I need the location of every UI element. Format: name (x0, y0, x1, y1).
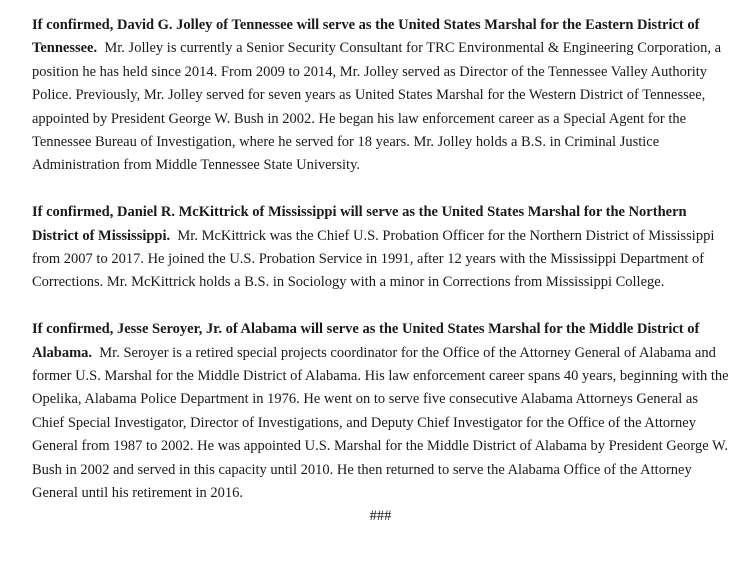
nominee-biography: Mr. Jolley is currently a Senior Security Consultant for TRC Environmental & Engineering Corporation, a position he has held since 2014. From 2009 to 2014, Mr. Jolley served as Director of the Tennessee Valley Authority Police. Previously, Mr. Jolley served for seven years as United States Marshal for the Western District of Tennessee, appointed by President George W. Bush in 2002. He began his law enforcement career as a Special Agent for the Tennessee Bureau of Investigation, where he served for 18 years. Mr. Jolley holds a B.S. in Criminal Justice Administration from Middle Tennessee State University. (32, 40, 722, 174)
nominee-biography: Mr. Seroyer is a retired special projects coordinator for the Office of the Attorney General of Alabama and former U.S. Marshal for the Middle District of Alabama. His law enforcement career spans 40 years, beginning with the Opelika, Alabama Police Department in 1976. He went on to serve five consecutive Alabama Attorneys General as Chief Special Investigator, Director of Investigations, and Deputy Chief Investigator for the Office of the Attorney General from 1987 to 2002. He was appointed U.S. Marshal for the Middle District of Alabama by President George W. Bush in 2002 and served in this capacity until 2010. He then returned to serve the Alabama Office of the Attorney General until his retirement in 2016. (32, 344, 729, 502)
nominee-lead-statement: If confirmed, Daniel R. McKittrick of Mississippi will serve as the United States Marshal for the Northern District of Mississippi. (32, 204, 687, 244)
nominee-lead-statement: If confirmed, Jesse Seroyer, Jr. of Alabama will serve as the United States Marshal for the Middle District of Alabama. (32, 321, 700, 361)
nominee-paragraph-mckittrick (32, 201, 729, 295)
nominee-biography: Mr. McKittrick was the Chief U.S. Probation Officer for the Northern District of Mississippi from 2007 to 2017. He joined the U.S. Probation Service in 1991, after 12 years with the Mississippi Department of Corrections. Mr. McKittrick holds a B.S. in Sociology with a minor in Corrections from Mississippi College. (32, 227, 715, 291)
nominee-lead-statement: If confirmed, David G. Jolley of Tennessee will serve as the United States Marshal for the Eastern District of Tennessee. (32, 17, 700, 57)
end-of-release-mark: ### (369, 507, 392, 524)
nominee-paragraph-seroyer (32, 318, 729, 505)
nominee-paragraph-jolley (32, 14, 729, 178)
